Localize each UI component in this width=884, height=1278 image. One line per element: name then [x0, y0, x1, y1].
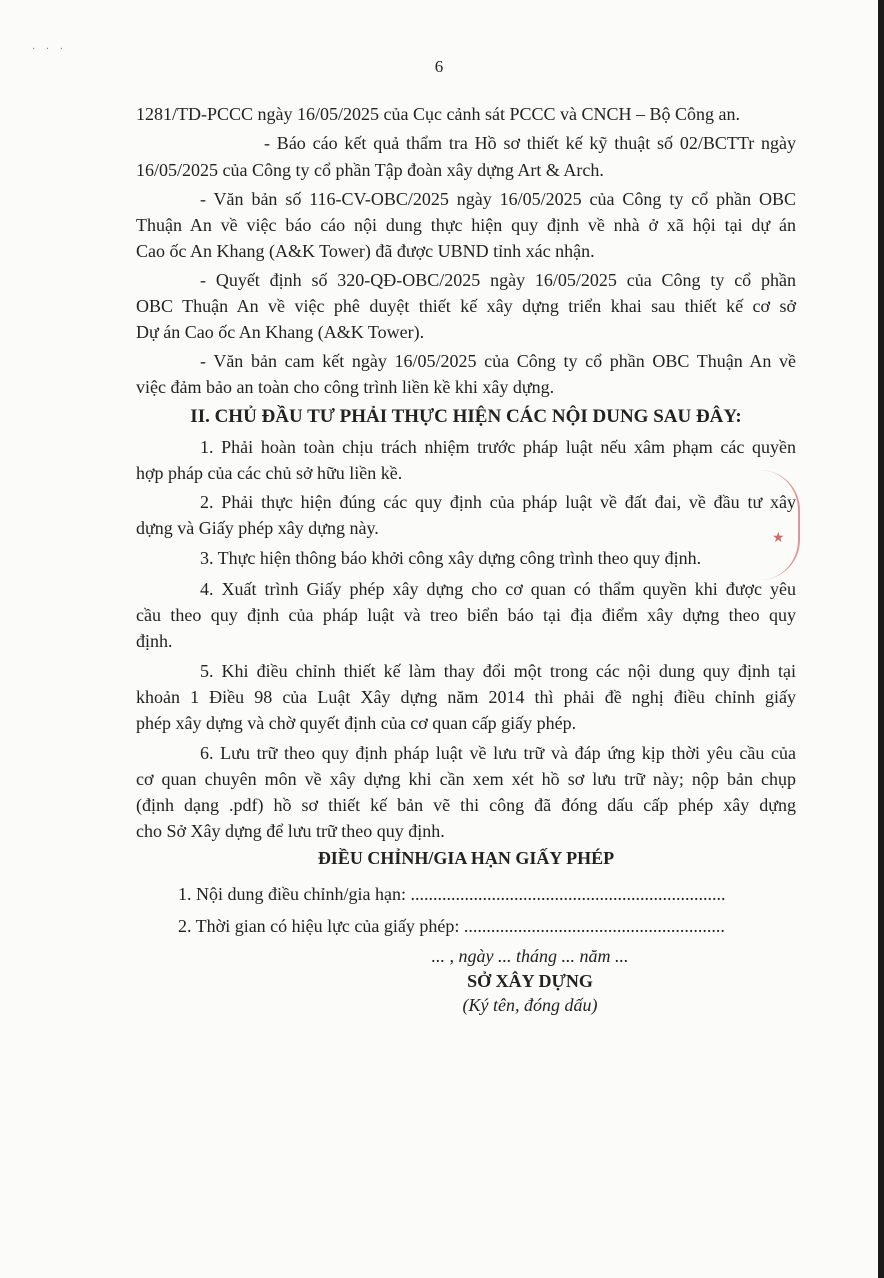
list-item-line: 6. Lưu trữ theo quy định pháp luật về lưu trữ và đáp ứng kịp thời yêu cầu của: [200, 743, 796, 763]
adjust-field-content: 1. Nội dung điều chỉnh/gia hạn: ......................................................................: [178, 884, 726, 904]
list-item-line: khoản 1 Điều 98 của Luật Xây dựng năm 2014 thì phải đề nghị điều chỉnh giấy: [136, 687, 796, 707]
paragraph-line: việc đảm bảo an toàn cho công trình liền kề khi xây dựng.: [136, 377, 555, 397]
seal-star-icon: ★: [772, 531, 785, 546]
list-item-line: hợp pháp của các chủ sở hữu liền kề.: [136, 463, 403, 483]
list-item-line: 4. Xuất trình Giấy phép xây dựng cho cơ quan có thẩm quyền khi được yêu: [200, 579, 796, 599]
section-heading: II. CHỦ ĐẦU TƯ PHẢI THỰC HIỆN CÁC NỘI DUNG SAU ĐÂY:: [190, 406, 742, 427]
adjust-heading: ĐIỀU CHỈNH/GIA HẠN GIẤY PHÉP: [317, 848, 615, 868]
paragraph-line: Cao ốc An Khang (A&K Tower) đã được UBND tỉnh xác nhận.: [136, 241, 595, 261]
paragraph-line: OBC Thuận An về việc phê duyệt thiết kế xây dựng triển khai sau thiết kế cơ sở: [136, 296, 796, 316]
scan-specks: · · ·: [32, 44, 67, 55]
paragraph-line: 16/05/2025 của Công ty cổ phần Tập đoàn xây dựng Art & Arch.: [136, 160, 604, 180]
page-number: 6: [434, 57, 444, 76]
list-item-line: cho Sở Xây dựng để lưu trữ theo quy định.: [136, 821, 445, 841]
list-item-line: 2. Phải thực hiện đúng các quy định của pháp luật về đất đai, về đầu tư xây: [200, 492, 796, 512]
paragraph-line: - Văn bản cam kết ngày 16/05/2025 của Công ty cổ phần OBC Thuận An về: [200, 351, 796, 371]
list-item-line: dựng và Giấy phép xây dựng này.: [136, 518, 379, 538]
signature-note: (Ký tên, đóng dấu): [462, 995, 598, 1015]
paragraph-line: - Quyết định số 320-QĐ-OBC/2025 ngày 16/05/2025 của Công ty cổ phần: [200, 270, 796, 290]
paragraph-line: 1281/TD-PCCC ngày 16/05/2025 của Cục cảnh sát PCCC và CNCH – Bộ Công an.: [136, 104, 740, 124]
scan-edge: [878, 0, 884, 1278]
list-item-line: 1. Phải hoàn toàn chịu trách nhiệm trước pháp luật nếu xâm phạm các quyền: [200, 437, 796, 457]
paragraph-line: - Văn bản số 116-CV-OBC/2025 ngày 16/05/2025 của Công ty cổ phần OBC: [200, 189, 796, 209]
list-item-line: cầu theo quy định của pháp luật và treo biển báo tại địa điểm xây dựng theo quy: [136, 605, 796, 625]
list-item-line: cơ quan chuyên môn về xây dựng khi cần xem xét hồ sơ lưu trữ này; nộp bản chụp: [136, 769, 796, 789]
paragraph-line: Thuận An về việc báo cáo nội dung thực hiện quy định về nhà ở xã hội tại dự án: [136, 215, 796, 235]
list-item-line: (định dạng .pdf) hồ sơ thiết kế bản vẽ thi công đã đóng dấu cấp phép xây dựng: [136, 795, 796, 815]
list-item-line: 5. Khi điều chỉnh thiết kế làm thay đổi một trong các nội dung quy định tại: [200, 661, 796, 681]
signature-date: ... , ngày ... tháng ... năm ...: [431, 946, 629, 966]
paragraph-line: Dự án Cao ốc An Khang (A&K Tower).: [136, 322, 425, 342]
list-item-line: định.: [136, 631, 173, 651]
adjust-field-validity: 2. Thời gian có hiệu lực của giấy phép: ..........................................................: [178, 916, 725, 936]
list-item-line: 3. Thực hiện thông báo khởi công xây dựng công trình theo quy định.: [200, 548, 702, 568]
red-seal-fragment: [760, 470, 800, 580]
paragraph-line: - Báo cáo kết quả thẩm tra Hồ sơ thiết kế kỹ thuật số 02/BCTTr ngày: [264, 133, 796, 153]
signature-org: SỞ XÂY DỰNG: [467, 971, 593, 991]
list-item-line: phép xây dựng và chờ quyết định của cơ quan cấp giấy phép.: [136, 713, 577, 733]
